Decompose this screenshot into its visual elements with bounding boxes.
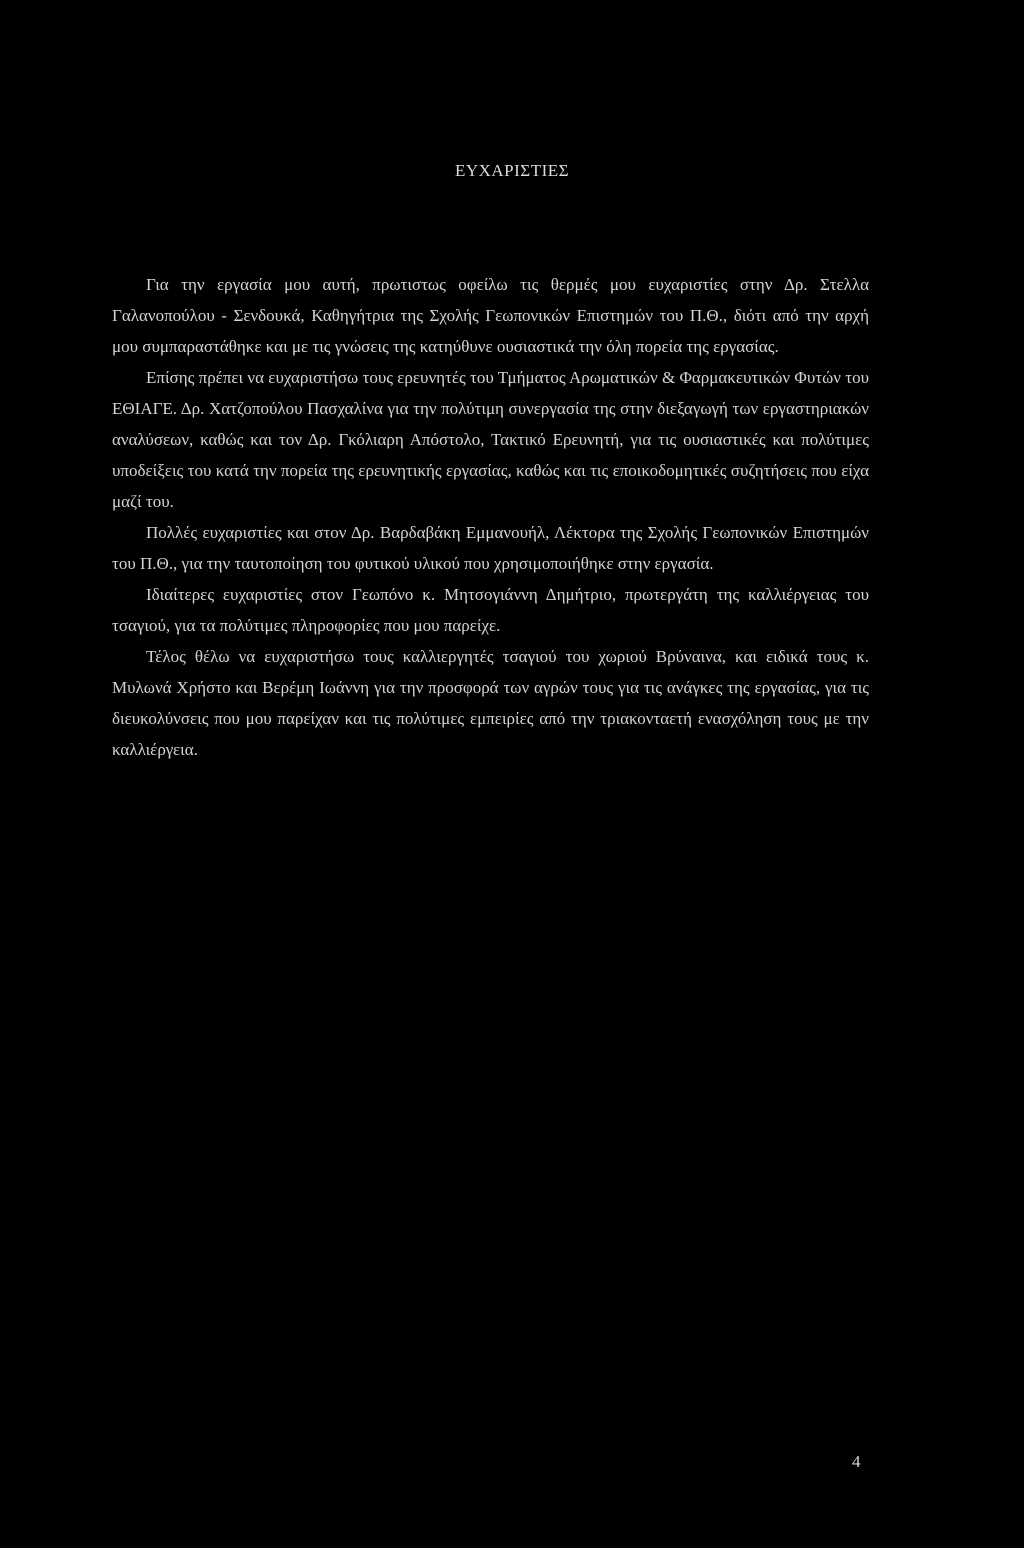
paragraph-3: Πολλές ευχαριστίες και στον Δρ. Βαρδαβάκη Εμμανουήλ, Λέκτορα της Σχολής Γεωπονικών Επιστημών του Π.Θ., για την ταυτοποίηση του φυτικού υλικού που χρησιμοποιήθηκε στην εργασία.: [112, 523, 869, 573]
paragraph-1: Για την εργασία μου αυτή, πρωτιστως οφείλω τις θερμές μου ευχαριστίες στην Δρ. Στελλα Γαλανοπούλου - Σενδουκά, Καθηγήτρια της Σχολής Γεωπονικών Επιστημών του Π.Θ., διότι από την αρχή μου συμπαραστάθηκε και με τις γνώσεις της κατηύθυνε ουσιαστικά την όλη πορεία της εργασίας.: [112, 275, 869, 356]
paragraph-4: Ιδιαίτερες ευχαριστίες στον Γεωπόνο κ. Μητσογιάννη Δημήτριο, πρωτεργάτη της καλλιέργειας του τσαγιού, για τα πολύτιμες πληροφορίες που μου παρείχε.: [112, 585, 869, 635]
paragraph-2: Επίσης πρέπει να ευχαριστήσω τους ερευνητές του Τμήματος Αρωματικών & Φαρμακευτικών Φυτών του ΕΘΙΑΓΕ. Δρ. Χατζοπούλου Πασχαλίνα για την πολύτιμη συνεργασία της στην διεξαγωγή των εργαστηριακών αναλύσεων, καθώς και τον Δρ. Γκόλιαρη Απόστολο, Τακτικό Ερευνητή, για τις ουσιαστικές και πολύτιμες υποδείξεις του κατά την πορεία της ερευνητικής εργασίας, καθώς και τις εποικοδομητικές συζητήσεις που είχα μαζί του.: [112, 368, 869, 511]
paragraph-5: Τέλος θέλω να ευχαριστήσω τους καλλιεργητές τσαγιού του χωριού Βρύναινα, και ειδικά τους κ. Μυλωνά Χρήστο και Βερέμη Ιωάννη για την προσφορά των αγρών τους για τις ανάγκες της εργασίας, για τις διευκολύνσεις που μου παρείχαν και τις πολύτιμες εμπειρίες από την τριακονταετή ενασχόληση τους με την καλλιέργεια.: [112, 647, 869, 759]
acknowledgements-body: [112, 269, 869, 765]
page-title: ΕΥΧΑΡΙΣΤΙΕΣ: [454, 161, 570, 180]
page-number: 4: [852, 1452, 861, 1471]
